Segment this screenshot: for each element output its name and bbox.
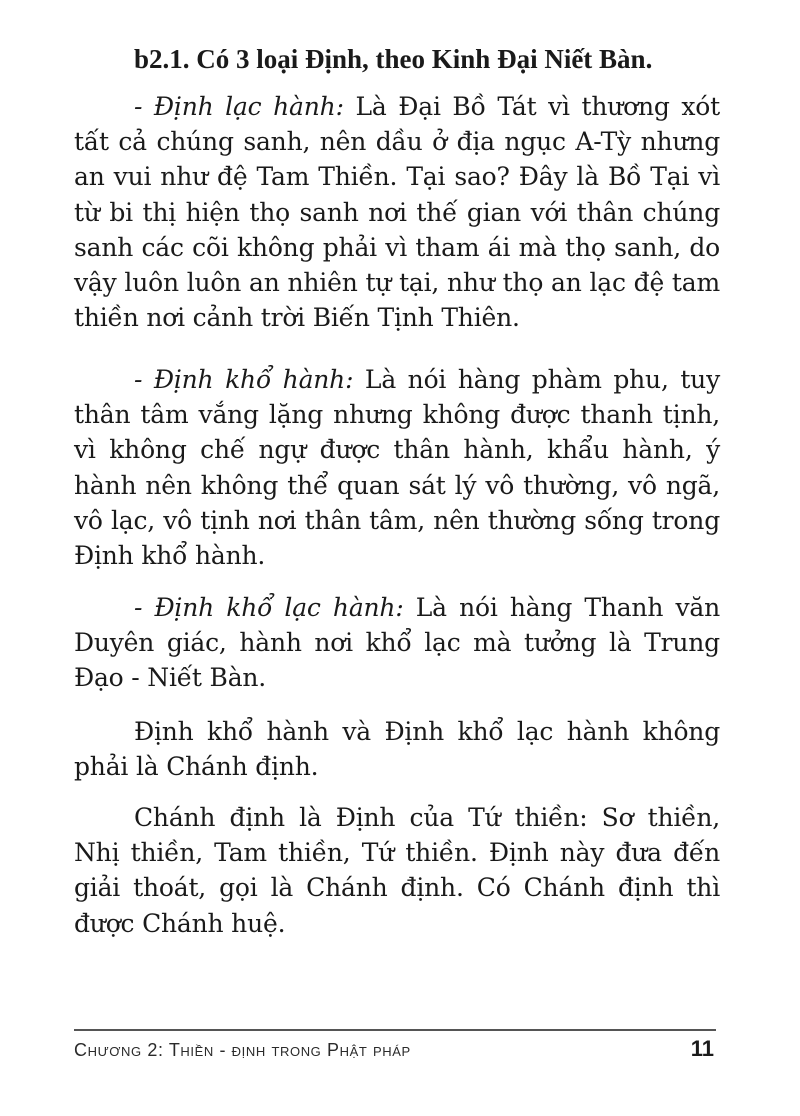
running-footer-chapter: Chương 2: Thiền - định trong Phật pháp	[74, 1040, 411, 1060]
paragraph-text: Là nói hàng phàm phu, tuy thân tâm vắng lặng nhưng không được thanh tịnh, vì không chế ngự được thân hành, khẩu hành, ý hành nên không thể quan sát lý vô thường, vô ngã, vô lạc, vô tịnh nơi thân tâm, nên thường sống trong Định khổ hành.	[74, 365, 720, 571]
paragraph-dinh-lac-hanh	[74, 89, 720, 335]
footer-divider	[74, 1029, 716, 1031]
paragraph-lead-term: - Định khổ lạc hành:	[134, 593, 404, 622]
paragraph-text: Chánh định là Định của Tứ thiền: Sơ thiền, Nhị thiền, Tam thiền, Tứ thiền. Định này đưa đến giải thoát, gọi là Chánh định. Có Chánh định thì được Chánh huệ.	[74, 803, 720, 938]
paragraph-text: Là nói hàng Thanh văn Duyên giác, hành nơi khổ lạc mà tưởng là Trung Đạo - Niết Bàn.	[74, 593, 720, 693]
paragraph-text: Là Đại Bồ Tát vì thương xót tất cả chúng sanh, nên dầu ở địa ngục A-Tỳ nhưng an vui như đệ Tam Thiền. Tại sao? Đây là Bồ Tại vì từ bi thị hiện thọ sanh nơi thế gian với thân chúng sanh các cõi không phải vì tham ái mà thọ sanh, do vậy luôn luôn an nhiên tự tại, như thọ an lạc đệ tam thiền nơi cảnh trời Biến Tịnh Thiên.	[74, 92, 721, 333]
page-number: 11	[690, 1036, 714, 1061]
paragraph-dinh-kho-hanh	[74, 362, 720, 573]
paragraph-dinh-kho-lac-hanh	[74, 590, 720, 696]
paragraph-text: Định khổ hành và Định khổ lạc hành không phải là Chánh định.	[74, 717, 720, 782]
paragraph-lead-term: - Định khổ hành:	[134, 365, 354, 394]
paragraph-lead-term: - Định lạc hành:	[134, 92, 344, 121]
section-heading: b2.1. Có 3 loại Định, theo Kinh Đại Niết Bàn.	[134, 44, 653, 74]
paragraph-right-concentration	[74, 800, 720, 941]
paragraph-not-right-concentration	[74, 714, 720, 784]
